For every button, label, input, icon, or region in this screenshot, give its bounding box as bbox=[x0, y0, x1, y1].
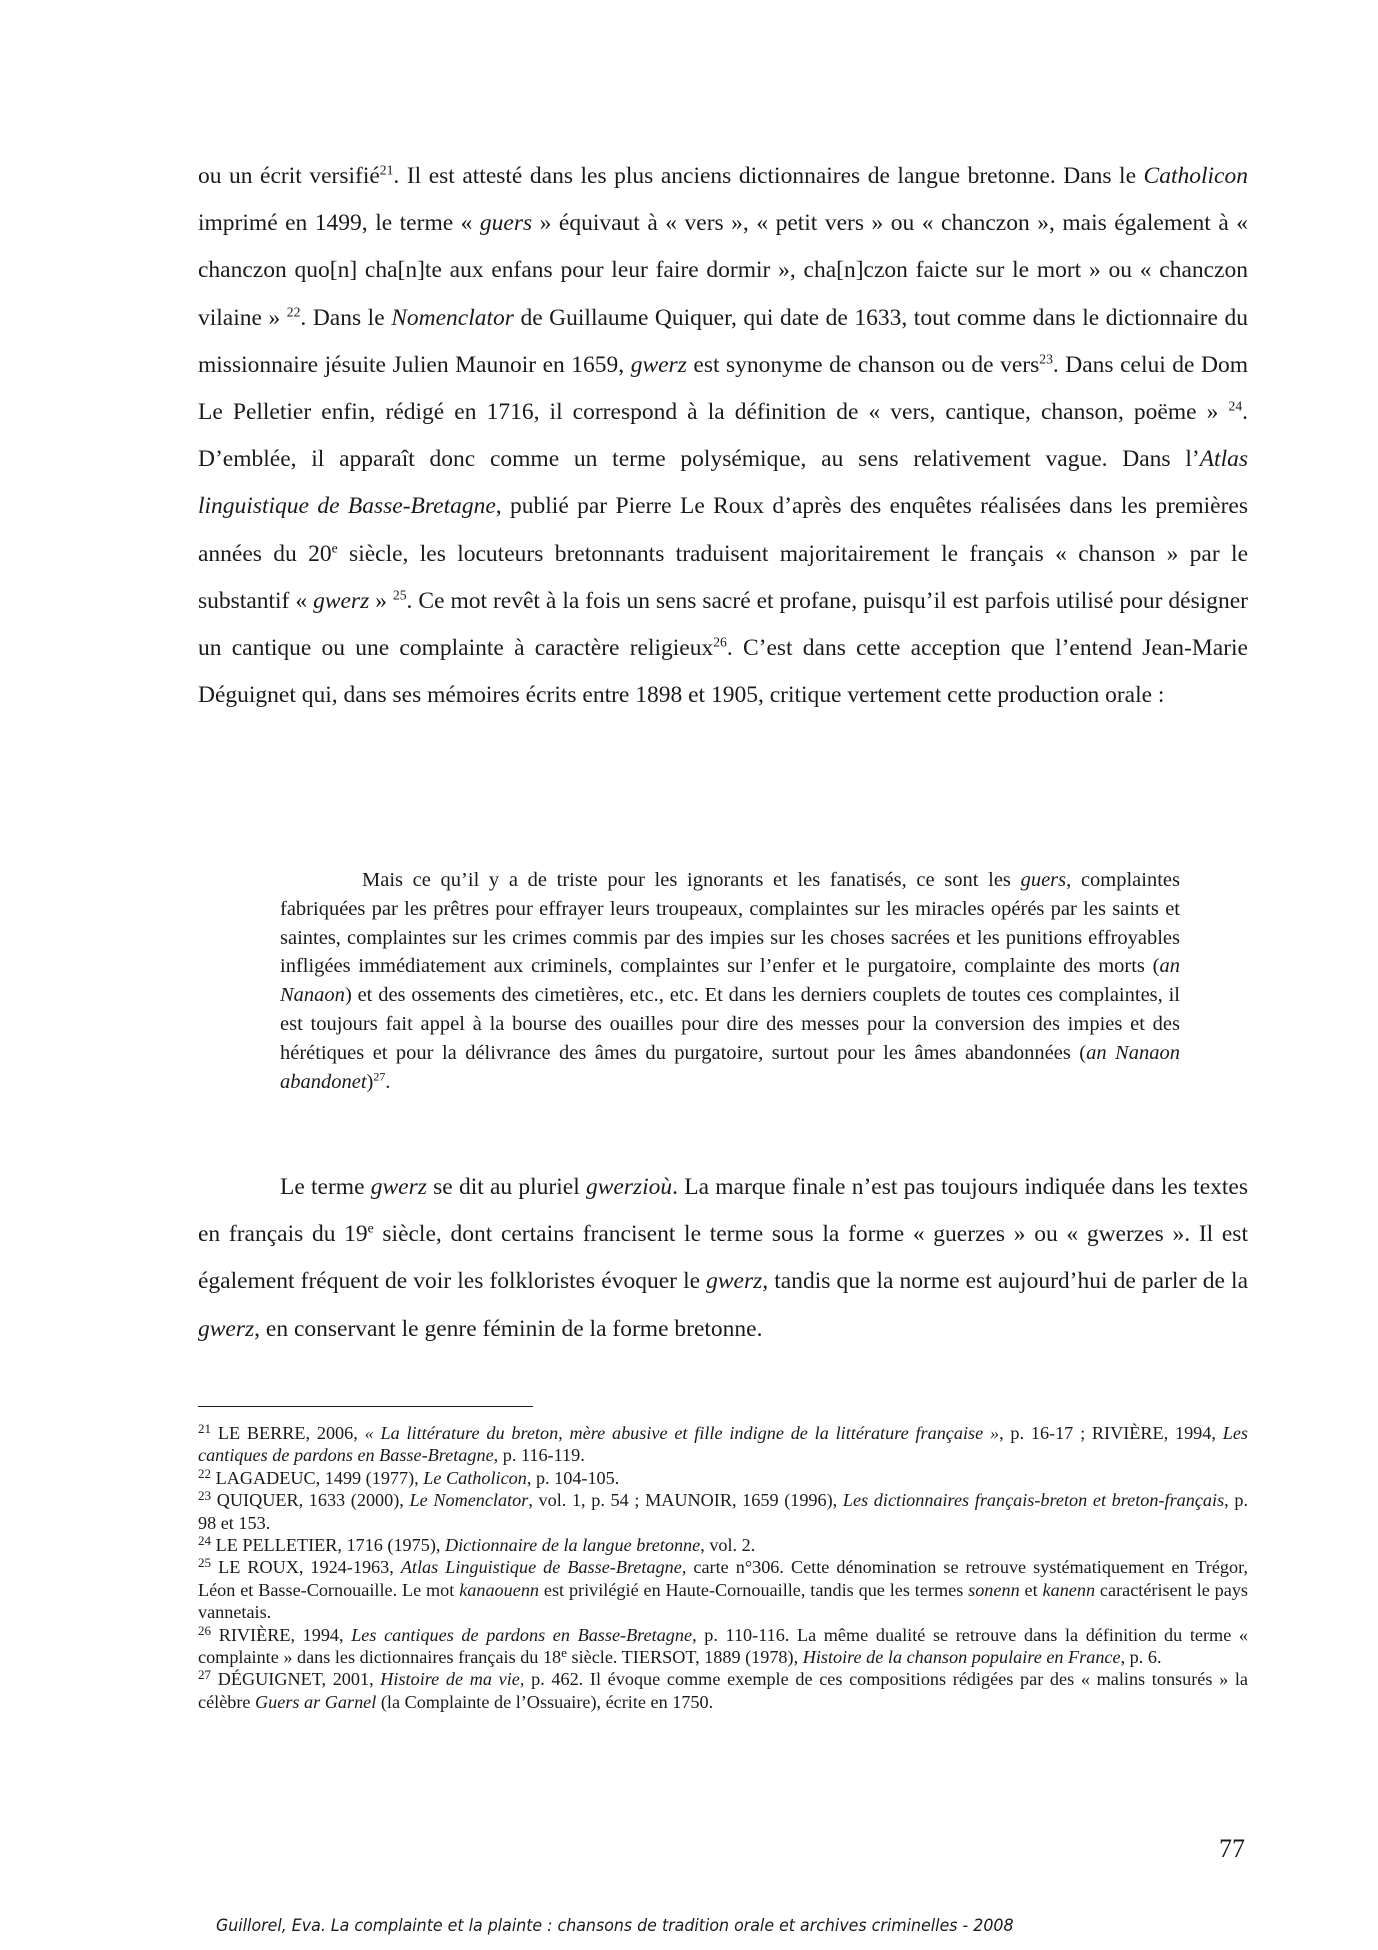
italic-term: kanenn bbox=[1042, 1579, 1096, 1600]
main-paragraph bbox=[198, 153, 1248, 719]
italic-term: gwerz bbox=[198, 1315, 255, 1342]
footnote-separator bbox=[198, 1406, 533, 1407]
footnote-ref: e bbox=[331, 540, 338, 556]
footnote-ref: 21 bbox=[198, 1421, 212, 1437]
italic-term: Atlas linguistique de Basse-Bretagne bbox=[198, 446, 1248, 520]
italic-term: guers bbox=[479, 210, 533, 237]
page-number: 77 bbox=[1219, 1834, 1245, 1863]
italic-term: gwerz bbox=[313, 587, 370, 614]
footnote-ref: 27 bbox=[198, 1667, 212, 1683]
footnote-26: $^{26}$ RIVIÈRE, 1994, Les cantiques de pardons en Basse-Bretagne, p. 110-116. La même dualité se retrouve dans la définition du terme « complainte » dans les dictionnaires français du 18e siècle. TIERSOT, 1889 (1978), Histoire de la chanson populaire en France, p. 6. bbox=[198, 1622, 1248, 1668]
italic-term: Les dictionnaires français-breton et breton-français bbox=[842, 1490, 1225, 1511]
italic-term: Guers ar Garnel bbox=[255, 1691, 377, 1712]
footnote-ref: 22 bbox=[198, 1465, 212, 1481]
footnote-ref: e bbox=[561, 1645, 567, 1661]
italic-term: gwerz bbox=[630, 351, 687, 378]
paragraph-text: ou un écrit versifié$^{21}$. Il est attesté dans les plus anciens dictionnaires de langue bretonne. Dans le Catholicon imprimé en 1499, le terme « guers » équivaut à « vers », « petit vers » ou « chanczon », mais également à « chanczon quo[n] cha[n]te aux enfans pour leur faire dormir », cha[n]czon faicte sur le mort » ou « chanczon vilaine » $^{22}$. Dans le Nomenclator de Guillaume Quiquer, qui date de 1633, tout comme dans le dictionnaire du missionnaire jésuite Julien Maunoir en 1659, gwerz est synonyme de chanson ou de vers$^{23}$. Dans celui de Dom Le Pelletier enfin, rédigé en 1716, il correspond à la définition de « vers, cantique, chanson, poëme » $^{24}$. D’emblée, il apparaît donc comme un terme polysémique, au sens relativement vague. Dans l’Atlas linguistique de Basse-Bretagne, publié par Pierre Le Roux d’après des enquêtes réalisées dans les premières années du 20e siècle, les locuteurs bretonnants traduisent majoritairement le français « chanson » par le substantif « gwerz » $^{25}$. Ce mot revêt à la fois un sens sacré et profane, puisqu’il est parfois utilisé pour désigner un cantique ou une complainte à caractère religieux$^{26}$. C’est dans cette acception que l’entend Jean-Marie Déguignet qui, dans ses mémoires écrits entre 1898 et 1905, critique vertement cette production orale : bbox=[198, 162, 1249, 709]
footnote-ref: 24 bbox=[1228, 398, 1243, 414]
italic-term: sonenn bbox=[968, 1579, 1020, 1600]
footnote-ref: 25 bbox=[392, 587, 407, 603]
footnote-ref: 23 bbox=[198, 1488, 212, 1504]
footnote-22: $^{22}$ LAGADEUC, 1499 (1977), Le Catholicon, p. 104-105. bbox=[198, 1465, 620, 1488]
italic-term: an Nanaon bbox=[280, 955, 1180, 1007]
italic-term: « La littérature du breton, mère abusive et fille indigne de la littérature française » bbox=[364, 1423, 1000, 1443]
page-footer-citation: Guillorel, Eva. La complainte et la plainte : chansons de tradition orale et archives criminelles - 2008 bbox=[216, 1916, 1014, 1936]
italic-term: an Nanaon abandonet bbox=[280, 1041, 1180, 1093]
italic-term: Atlas Linguistique de Basse-Bretagne bbox=[400, 1557, 682, 1578]
footnote-ref: 23 bbox=[1039, 351, 1053, 367]
italic-term: Le Nomenclator bbox=[409, 1490, 529, 1511]
italic-term: Le Catholicon bbox=[423, 1467, 527, 1488]
italic-term: Dictionnaire de la langue bretonne bbox=[444, 1535, 701, 1556]
footnote-ref: 26 bbox=[713, 634, 727, 650]
italic-term: kanaouenn bbox=[459, 1579, 540, 1600]
block-quote bbox=[280, 866, 1180, 1096]
footnote-ref: 26 bbox=[198, 1622, 212, 1638]
quote-text: Mais ce qu’il y a de triste pour les ignorants et les fanatisés, ce sont les guers, complaintes fabriquées par les prêtres pour effrayer leurs troupeaux, complaintes sur les miracles opérés par les saints et saintes, complaintes sur les crimes commis par des impies sur les choses sacrées et les punitions effroyables infligées immédiatement aux criminels, complaintes sur l’enfer et le purgatoire, complainte des morts (an Nanaon) et des ossements des cimetières, etc., etc. Et dans les derniers couplets de toutes ces complaintes, il est toujours fait appel à la bourse des ouailles pour dire des messes pour la conversion des impies et des hérétiques et pour la délivrance des âmes du purgatoire, surtout pour les âmes abandonnées (an Nanaon abandonet)$^{27}$. bbox=[280, 869, 1180, 1093]
footnote-27: $^{27}$ DÉGUIGNET, 2001, Histoire de ma vie, p. 462. Il évoque comme exemple de ces compositions rédigées par des « malins tonsurés » la célèbre Guers ar Garnel (la Complainte de l’Ossuaire), écrite en 1750. bbox=[198, 1667, 1248, 1712]
italic-term: gwerz bbox=[370, 1174, 427, 1200]
footnote-24: $^{24}$ LE PELLETIER, 1716 (1975), Dictionnaire de la langue bretonne, vol. 2. bbox=[198, 1533, 756, 1556]
footnote-ref: 22 bbox=[286, 304, 301, 320]
footnote-ref: 21 bbox=[379, 162, 394, 178]
italic-term: Les cantiques de pardons en Basse-Bretagne bbox=[198, 1423, 1248, 1466]
italic-term: Histoire de la chanson populaire en France bbox=[802, 1647, 1121, 1668]
italic-term: guers bbox=[1020, 869, 1067, 891]
footnote-25: $^{25}$ LE ROUX, 1924-1963, Atlas Linguistique de Basse-Bretagne, carte n°306. Cette dénomination se retrouve systématiquement en Trégor, Léon et Basse-Cornouaille. Le mot kanaouenn est privilégié en Haute-Cornouaille, tandis que les termes sonenn et kanenn caractérisent le pays vannetais. bbox=[198, 1555, 1248, 1623]
italic-term: gwerz bbox=[706, 1268, 763, 1295]
second-paragraph bbox=[198, 1164, 1248, 1353]
footnote-ref: 24 bbox=[198, 1533, 212, 1549]
footnote-ref: 25 bbox=[198, 1555, 212, 1571]
italic-term: gwerzioù bbox=[585, 1174, 673, 1200]
footnote-21: $^{21}$ LE BERRE, 2006, « La littérature du breton, mère abusive et fille indigne de la littérature française », p. 16-17 ; RIVIÈRE, 1994, Les cantiques de pardons en Basse-Bretagne, p. 116-119. bbox=[198, 1421, 1248, 1466]
italic-term: Histoire de ma vie bbox=[380, 1669, 520, 1690]
italic-term: Nomenclator bbox=[391, 304, 514, 331]
paragraph-text: Le terme gwerz se dit au pluriel gwerzioù. La marque finale n’est pas toujours indiquée dans les textes en français du 19e siècle, dont certains francisent le terme sous la forme « guerzes » ou « gwerzes ». Il est également fréquent de voir les folkloristes évoquer le gwerz, tandis que la norme est aujourd’hui de parler de la gwerz, en conservant le genre féminin de la forme bretonne. bbox=[198, 1174, 1249, 1342]
footnotes bbox=[198, 1422, 1248, 1713]
footnote-ref: e bbox=[367, 1220, 374, 1236]
italic-term: Catholicon bbox=[1143, 163, 1248, 189]
footnote-ref: 27 bbox=[373, 1069, 386, 1084]
footnote-23: $^{23}$ QUIQUER, 1633 (2000), Le Nomenclator, vol. 1, p. 54 ; MAUNOIR, 1659 (1996), Les dictionnaires français-breton et breton-français, p. 98 et 153. bbox=[198, 1488, 1248, 1533]
italic-term: Les cantiques de pardons en Basse-Bretagne bbox=[351, 1624, 693, 1645]
